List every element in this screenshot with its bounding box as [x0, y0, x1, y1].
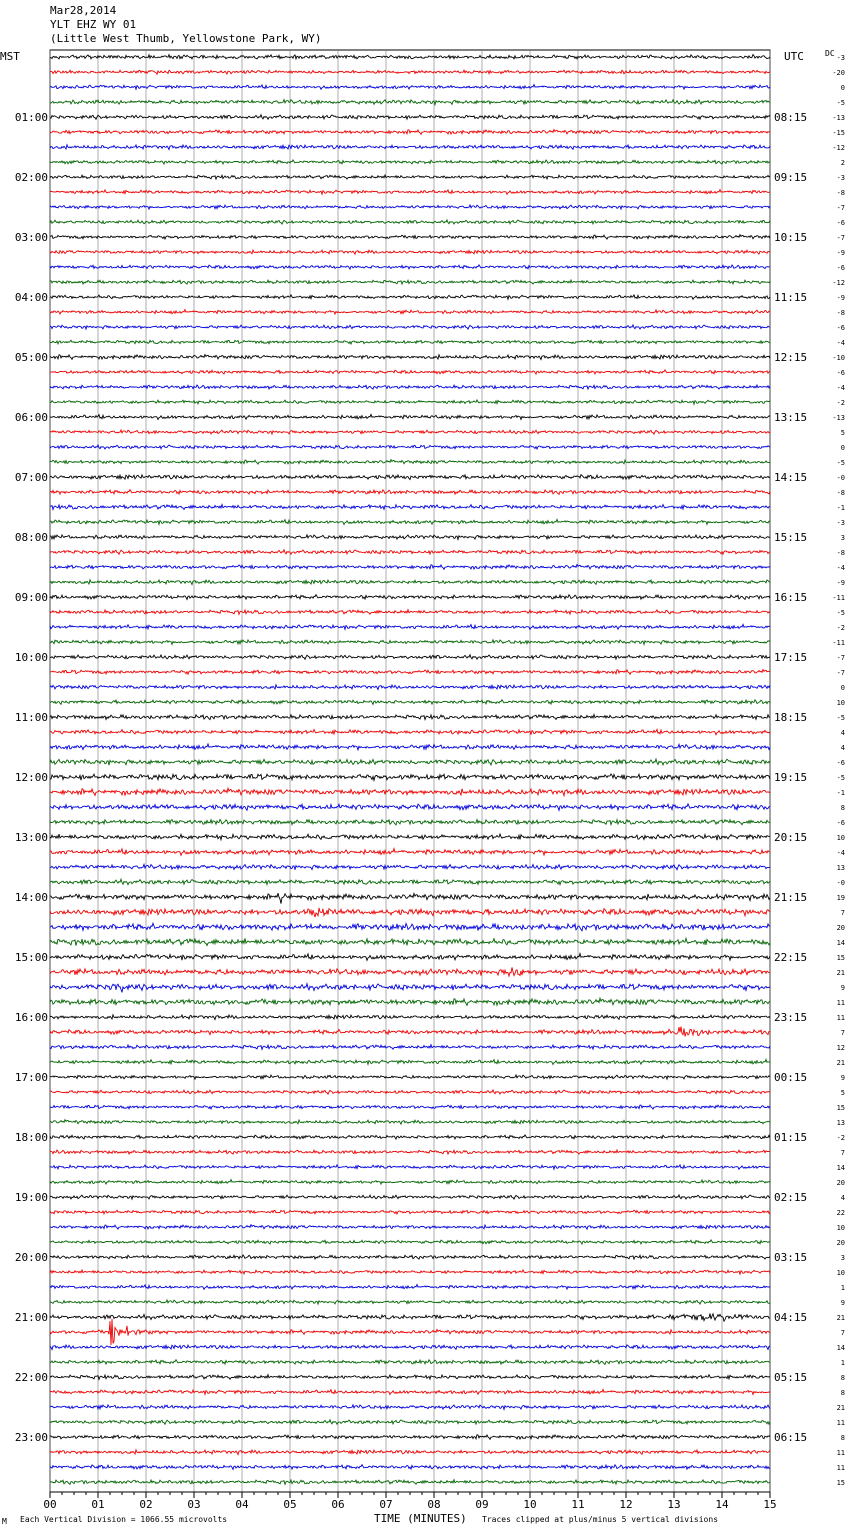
seismic-trace: [50, 655, 770, 660]
seismic-trace: [50, 295, 770, 299]
dc-offset-value: 8: [840, 804, 845, 812]
mst-hour-label: 11:00: [14, 711, 48, 724]
seismic-trace: [50, 834, 770, 840]
dc-offset-value: 7: [840, 1029, 845, 1037]
utc-hour-label: 11:15: [774, 291, 808, 304]
dc-offset-value: -6: [836, 369, 845, 377]
seismic-trace: [50, 355, 770, 360]
dc-offset-value: 19: [836, 894, 845, 902]
seismic-trace: [50, 849, 770, 856]
seismic-trace: [50, 1240, 770, 1244]
utc-hour-label: 12:15: [774, 351, 808, 364]
seismic-trace: [50, 580, 770, 585]
seismic-trace: [50, 370, 770, 374]
seismic-trace: [50, 1345, 770, 1350]
seismic-trace: [50, 1360, 770, 1365]
mst-hour-label: 12:00: [14, 771, 48, 784]
seismic-trace: [50, 1059, 770, 1064]
dc-offset-value: -11: [832, 639, 845, 647]
utc-hour-label: 21:15: [774, 891, 808, 904]
dc-offset-value: -3: [836, 54, 845, 62]
mst-hour-label: 05:00: [14, 351, 48, 364]
dc-offset-value: -2: [836, 624, 845, 632]
x-tick-label: 14: [715, 1498, 729, 1511]
seismic-trace: [50, 954, 770, 961]
dc-offset-value: 7: [840, 909, 845, 917]
mst-hour-label: 02:00: [14, 171, 48, 184]
mst-hour-label: 19:00: [14, 1191, 48, 1204]
x-tick-label: 03: [187, 1498, 201, 1511]
dc-offset-value: -5: [836, 609, 845, 617]
dc-offset-value: 20: [836, 1179, 845, 1187]
dc-offset-value: 13: [836, 1119, 845, 1127]
dc-offset-value: -20: [832, 69, 845, 77]
dc-offset-value: 8: [840, 1434, 845, 1442]
dc-offset-value: -9: [836, 294, 845, 302]
dc-offset-value: -7: [836, 234, 845, 242]
dc-offset-value: -2: [836, 399, 845, 407]
dc-offset-value: -8: [836, 549, 845, 557]
dc-offset-value: 8: [840, 1374, 845, 1382]
seismic-trace: [50, 908, 770, 917]
dc-offset-value: 1: [840, 1359, 845, 1367]
dc-offset-value: -9: [836, 579, 845, 587]
dc-offset-value: -4: [836, 384, 845, 392]
seismic-trace: [50, 1015, 770, 1020]
seismic-trace: [50, 729, 770, 734]
seismic-trace: [50, 1405, 770, 1410]
dc-offset-value: -13: [832, 414, 845, 422]
seismic-trace: [50, 565, 770, 570]
utc-hour-label: 17:15: [774, 651, 808, 664]
seismic-trace: [50, 220, 770, 224]
mst-hour-label: 13:00: [14, 831, 48, 844]
seismic-trace: [50, 535, 770, 540]
dc-offset-value: 3: [840, 1254, 845, 1262]
dc-offset-value: -9: [836, 249, 845, 257]
seismic-trace: [50, 1450, 770, 1455]
dc-offset-value: -8: [836, 189, 845, 197]
dc-offset-value: 11: [836, 1449, 845, 1457]
seismic-trace: [50, 685, 770, 690]
x-tick-label: 08: [427, 1498, 441, 1511]
dc-offset-value: 11: [836, 1464, 845, 1472]
seismic-trace: [50, 385, 770, 389]
seismic-trace: [50, 1120, 770, 1125]
utc-hour-label: 18:15: [774, 711, 808, 724]
dc-offset-value: 20: [836, 924, 845, 932]
dc-offset-value: -6: [836, 219, 845, 227]
seismic-trace: [50, 160, 770, 164]
dc-offset-value: -6: [836, 819, 845, 827]
seismic-trace: [50, 1165, 770, 1169]
seismic-trace: [50, 250, 770, 254]
dc-offset-value: 3: [840, 534, 845, 542]
x-tick-label: 15: [763, 1498, 777, 1511]
x-tick-label: 13: [667, 1498, 681, 1511]
utc-hour-label: 22:15: [774, 951, 808, 964]
seismic-trace: [50, 325, 770, 329]
dc-offset-value: 11: [836, 1419, 845, 1427]
dc-offset-value: -1: [836, 789, 845, 797]
dc-offset-value: 1: [840, 1284, 845, 1292]
mst-hour-label: 16:00: [14, 1011, 48, 1024]
dc-offset-value: 14: [836, 1164, 845, 1172]
seismic-trace: [50, 1480, 770, 1485]
x-tick-label: 07: [379, 1498, 393, 1511]
mst-hour-label: 07:00: [14, 471, 48, 484]
seismic-trace: [50, 610, 770, 615]
vertical-scale-note: Each Vertical Division = 1066.55 microvolts: [20, 1515, 228, 1524]
utc-hour-label: 06:15: [774, 1431, 808, 1444]
utc-hour-label: 15:15: [774, 531, 808, 544]
utc-hour-label: 05:15: [774, 1371, 808, 1384]
seismic-trace: [50, 1300, 770, 1304]
utc-hour-label: 09:15: [774, 171, 808, 184]
dc-offset-value: 21: [836, 969, 845, 977]
dc-offset-value: 11: [836, 999, 845, 1007]
dc-offset-value: -7: [836, 669, 845, 677]
dc-offset-value: 5: [840, 429, 845, 437]
seismic-trace: [50, 235, 770, 239]
x-tick-label: 06: [331, 1498, 345, 1511]
utc-hour-label: 19:15: [774, 771, 808, 784]
dc-offset-value: -12: [832, 144, 845, 152]
dc-offset-value: -6: [836, 324, 845, 332]
seismic-trace: [50, 505, 770, 510]
dc-offset-value: 8: [840, 1389, 845, 1397]
mst-hour-label: 23:00: [14, 1431, 48, 1444]
seismic-trace: [50, 998, 770, 1005]
utc-hour-label: 00:15: [774, 1071, 808, 1084]
dc-offset-value: 4: [840, 729, 845, 737]
seismic-trace: [50, 864, 770, 869]
dc-offset-value: -12: [832, 279, 845, 287]
seismic-trace: [50, 1195, 770, 1199]
mst-hour-label: 15:00: [14, 951, 48, 964]
seismic-trace: [50, 1285, 770, 1290]
seismic-trace: [50, 400, 770, 404]
seismic-trace: [50, 460, 770, 465]
mst-hour-label: 04:00: [14, 291, 48, 304]
x-tick-label: 00: [43, 1498, 57, 1511]
dc-offset-value: 9: [840, 984, 845, 992]
seismic-trace: [50, 1375, 770, 1380]
mst-hour-label: 17:00: [14, 1071, 48, 1084]
x-tick-label: 05: [283, 1498, 297, 1511]
dc-offset-value: 21: [836, 1404, 845, 1412]
dc-offset-value: -13: [832, 114, 845, 122]
dc-offset-value: -8: [836, 489, 845, 497]
mst-hour-label: 10:00: [14, 651, 48, 664]
mst-hour-label: 09:00: [14, 591, 48, 604]
seismic-trace: [50, 819, 770, 825]
seismic-trace: [50, 1045, 770, 1050]
seismic-trace: [50, 640, 770, 645]
seismic-trace: [50, 490, 770, 495]
mst-hour-label: 20:00: [14, 1251, 48, 1264]
dc-offset-value: -4: [836, 564, 845, 572]
seismic-trace: [50, 70, 770, 74]
seismic-trace: [50, 475, 770, 480]
dc-offset-value: 20: [836, 1239, 845, 1247]
seismic-trace: [50, 1389, 770, 1394]
seismic-trace: [50, 1210, 770, 1214]
left-timezone-label: MST: [0, 50, 20, 63]
mst-hour-label: 14:00: [14, 891, 48, 904]
seismic-trace: [50, 340, 770, 344]
seismic-trace: [50, 145, 770, 150]
seismic-trace: [50, 519, 770, 524]
station-code: YLT EHZ WY 01: [50, 18, 137, 31]
seismic-trace: [50, 414, 770, 419]
seismic-trace: [50, 265, 770, 269]
dc-offset-value: -1: [836, 504, 845, 512]
utc-hour-label: 16:15: [774, 591, 808, 604]
plot-date: Mar28,2014: [50, 4, 117, 17]
seismic-trace: [50, 205, 770, 209]
x-tick-label: 01: [91, 1498, 105, 1511]
x-axis-title: TIME (MINUTES): [374, 1512, 467, 1525]
dc-offset-value: 10: [836, 834, 845, 842]
dc-offset-value: 2: [840, 159, 845, 167]
seismic-trace: [50, 430, 770, 434]
dc-offset-value: -2: [836, 1134, 845, 1142]
seismic-trace: [50, 1075, 770, 1079]
dc-offset-value: -7: [836, 204, 845, 212]
dc-offset-value: -4: [836, 849, 845, 857]
mst-hour-label: 01:00: [14, 111, 48, 124]
dc-offset-value: 22: [836, 1209, 845, 1217]
x-tick-label: 12: [619, 1498, 633, 1511]
dc-offset-value: 9: [840, 1074, 845, 1082]
dc-offset-value: -8: [836, 309, 845, 317]
x-tick-label: 09: [475, 1498, 489, 1511]
dc-offset-value: 5: [840, 1089, 845, 1097]
dc-offset-value: 0: [840, 444, 845, 452]
dc-offset-value: 15: [836, 1104, 845, 1112]
seismic-trace: [50, 624, 770, 629]
seismic-trace: [50, 984, 770, 993]
seismic-trace: [50, 804, 770, 811]
x-tick-label: 02: [139, 1498, 153, 1511]
seismic-trace: [50, 190, 770, 195]
utc-hour-label: 04:15: [774, 1311, 808, 1324]
utc-hour-label: 03:15: [774, 1251, 808, 1264]
dc-offset-value: 4: [840, 1194, 845, 1202]
clip-note: Traces clipped at plus/minus 5 vertical divisions: [482, 1515, 719, 1524]
seismic-trace: [50, 130, 770, 135]
dc-offset-value: 15: [836, 954, 845, 962]
seismic-trace: [50, 1225, 770, 1230]
seismic-trace: [50, 788, 770, 796]
utc-hour-label: 20:15: [774, 831, 808, 844]
x-tick-label: 11: [571, 1498, 585, 1511]
seismic-trace: [50, 774, 770, 780]
seismic-trace: [50, 1319, 770, 1345]
dc-offset-value: -0: [836, 879, 845, 887]
dc-offset-value: -15: [832, 129, 845, 137]
dc-offset-value: 12: [836, 1044, 845, 1052]
dc-offset-value: 15: [836, 1479, 845, 1487]
seismic-trace: [50, 700, 770, 705]
utc-hour-label: 23:15: [774, 1011, 808, 1024]
utc-hour-label: 08:15: [774, 111, 808, 124]
dc-offset-value: 0: [840, 684, 845, 692]
dc-offset-value: -4: [836, 339, 845, 347]
dc-offset-value: 10: [836, 699, 845, 707]
dc-offset-value: 10: [836, 1224, 845, 1232]
seismic-trace: [50, 55, 770, 59]
seismic-trace: [50, 550, 770, 555]
seismic-trace: [50, 1420, 770, 1425]
dc-offset-value: 14: [836, 1344, 845, 1352]
seismic-trace: [50, 1465, 770, 1470]
utc-hour-label: 14:15: [774, 471, 808, 484]
seismic-trace: [50, 1435, 770, 1440]
seismic-trace: [50, 938, 770, 945]
dc-offset-value: -6: [836, 264, 845, 272]
mst-hour-label: 21:00: [14, 1311, 48, 1324]
dc-offset-value: -3: [836, 519, 845, 527]
dc-offset-value: -6: [836, 759, 845, 767]
seismic-trace: [50, 1105, 770, 1109]
seismic-trace: [50, 100, 770, 105]
seismic-trace: [50, 280, 770, 284]
seismic-trace: [50, 595, 770, 600]
mst-hour-label: 03:00: [14, 231, 48, 244]
utc-hour-label: 13:15: [774, 411, 808, 424]
seismic-trace: [50, 175, 770, 179]
mst-hour-label: 08:00: [14, 531, 48, 544]
dc-offset-header: DC: [825, 49, 835, 58]
dc-offset-value: 14: [836, 939, 845, 947]
utc-hour-label: 02:15: [774, 1191, 808, 1204]
seismic-trace: [50, 1255, 770, 1259]
dc-offset-value: -7: [836, 654, 845, 662]
seismic-trace: [50, 715, 770, 720]
dc-offset-value: 7: [840, 1149, 845, 1157]
station-location: (Little West Thumb, Yellowstone Park, WY): [50, 32, 322, 45]
dc-offset-value: -5: [836, 774, 845, 782]
seismic-trace: [50, 310, 770, 315]
dc-offset-value: -5: [836, 99, 845, 107]
mst-hour-label: 18:00: [14, 1131, 48, 1144]
utc-hour-label: 01:15: [774, 1131, 808, 1144]
x-tick-label: 10: [523, 1498, 537, 1511]
dc-offset-value: 11: [836, 1014, 845, 1022]
mst-hour-label: 22:00: [14, 1371, 48, 1384]
seismic-trace: [50, 670, 770, 675]
seismic-trace: [50, 1150, 770, 1154]
dc-offset-value: 7: [840, 1329, 845, 1337]
seismic-trace: [50, 1135, 770, 1139]
dc-offset-value: 21: [836, 1314, 845, 1322]
seismic-trace: [50, 85, 770, 90]
corner-mark: M: [2, 1517, 7, 1526]
dc-offset-value: 0: [840, 84, 845, 92]
dc-offset-value: -0: [836, 474, 845, 482]
right-timezone-label: UTC: [784, 50, 804, 63]
seismic-trace: [50, 967, 770, 976]
x-tick-label: 04: [235, 1498, 249, 1511]
mst-hour-label: 06:00: [14, 411, 48, 424]
dc-offset-value: 4: [840, 744, 845, 752]
seismic-trace: [50, 445, 770, 449]
seismic-trace: [50, 1270, 770, 1274]
dc-offset-value: 13: [836, 864, 845, 872]
seismic-trace: [50, 759, 770, 765]
seismic-trace: [50, 744, 770, 750]
dc-offset-value: -3: [836, 174, 845, 182]
seismic-trace: [50, 1090, 770, 1094]
seismic-trace: [50, 893, 770, 904]
dc-offset-value: -11: [832, 594, 845, 602]
seismic-trace: [50, 923, 770, 931]
utc-hour-label: 10:15: [774, 231, 808, 244]
seismic-trace: [50, 1027, 770, 1037]
seismic-trace: [50, 879, 770, 885]
dc-offset-value: 10: [836, 1269, 845, 1277]
dc-offset-value: -5: [836, 714, 845, 722]
seismic-trace: [50, 1314, 770, 1322]
seismic-trace: [50, 1180, 770, 1185]
seismic-trace: [50, 115, 770, 120]
dc-offset-value: 21: [836, 1059, 845, 1067]
dc-offset-value: 9: [840, 1299, 845, 1307]
dc-offset-value: -10: [832, 354, 845, 362]
dc-offset-value: -5: [836, 459, 845, 467]
